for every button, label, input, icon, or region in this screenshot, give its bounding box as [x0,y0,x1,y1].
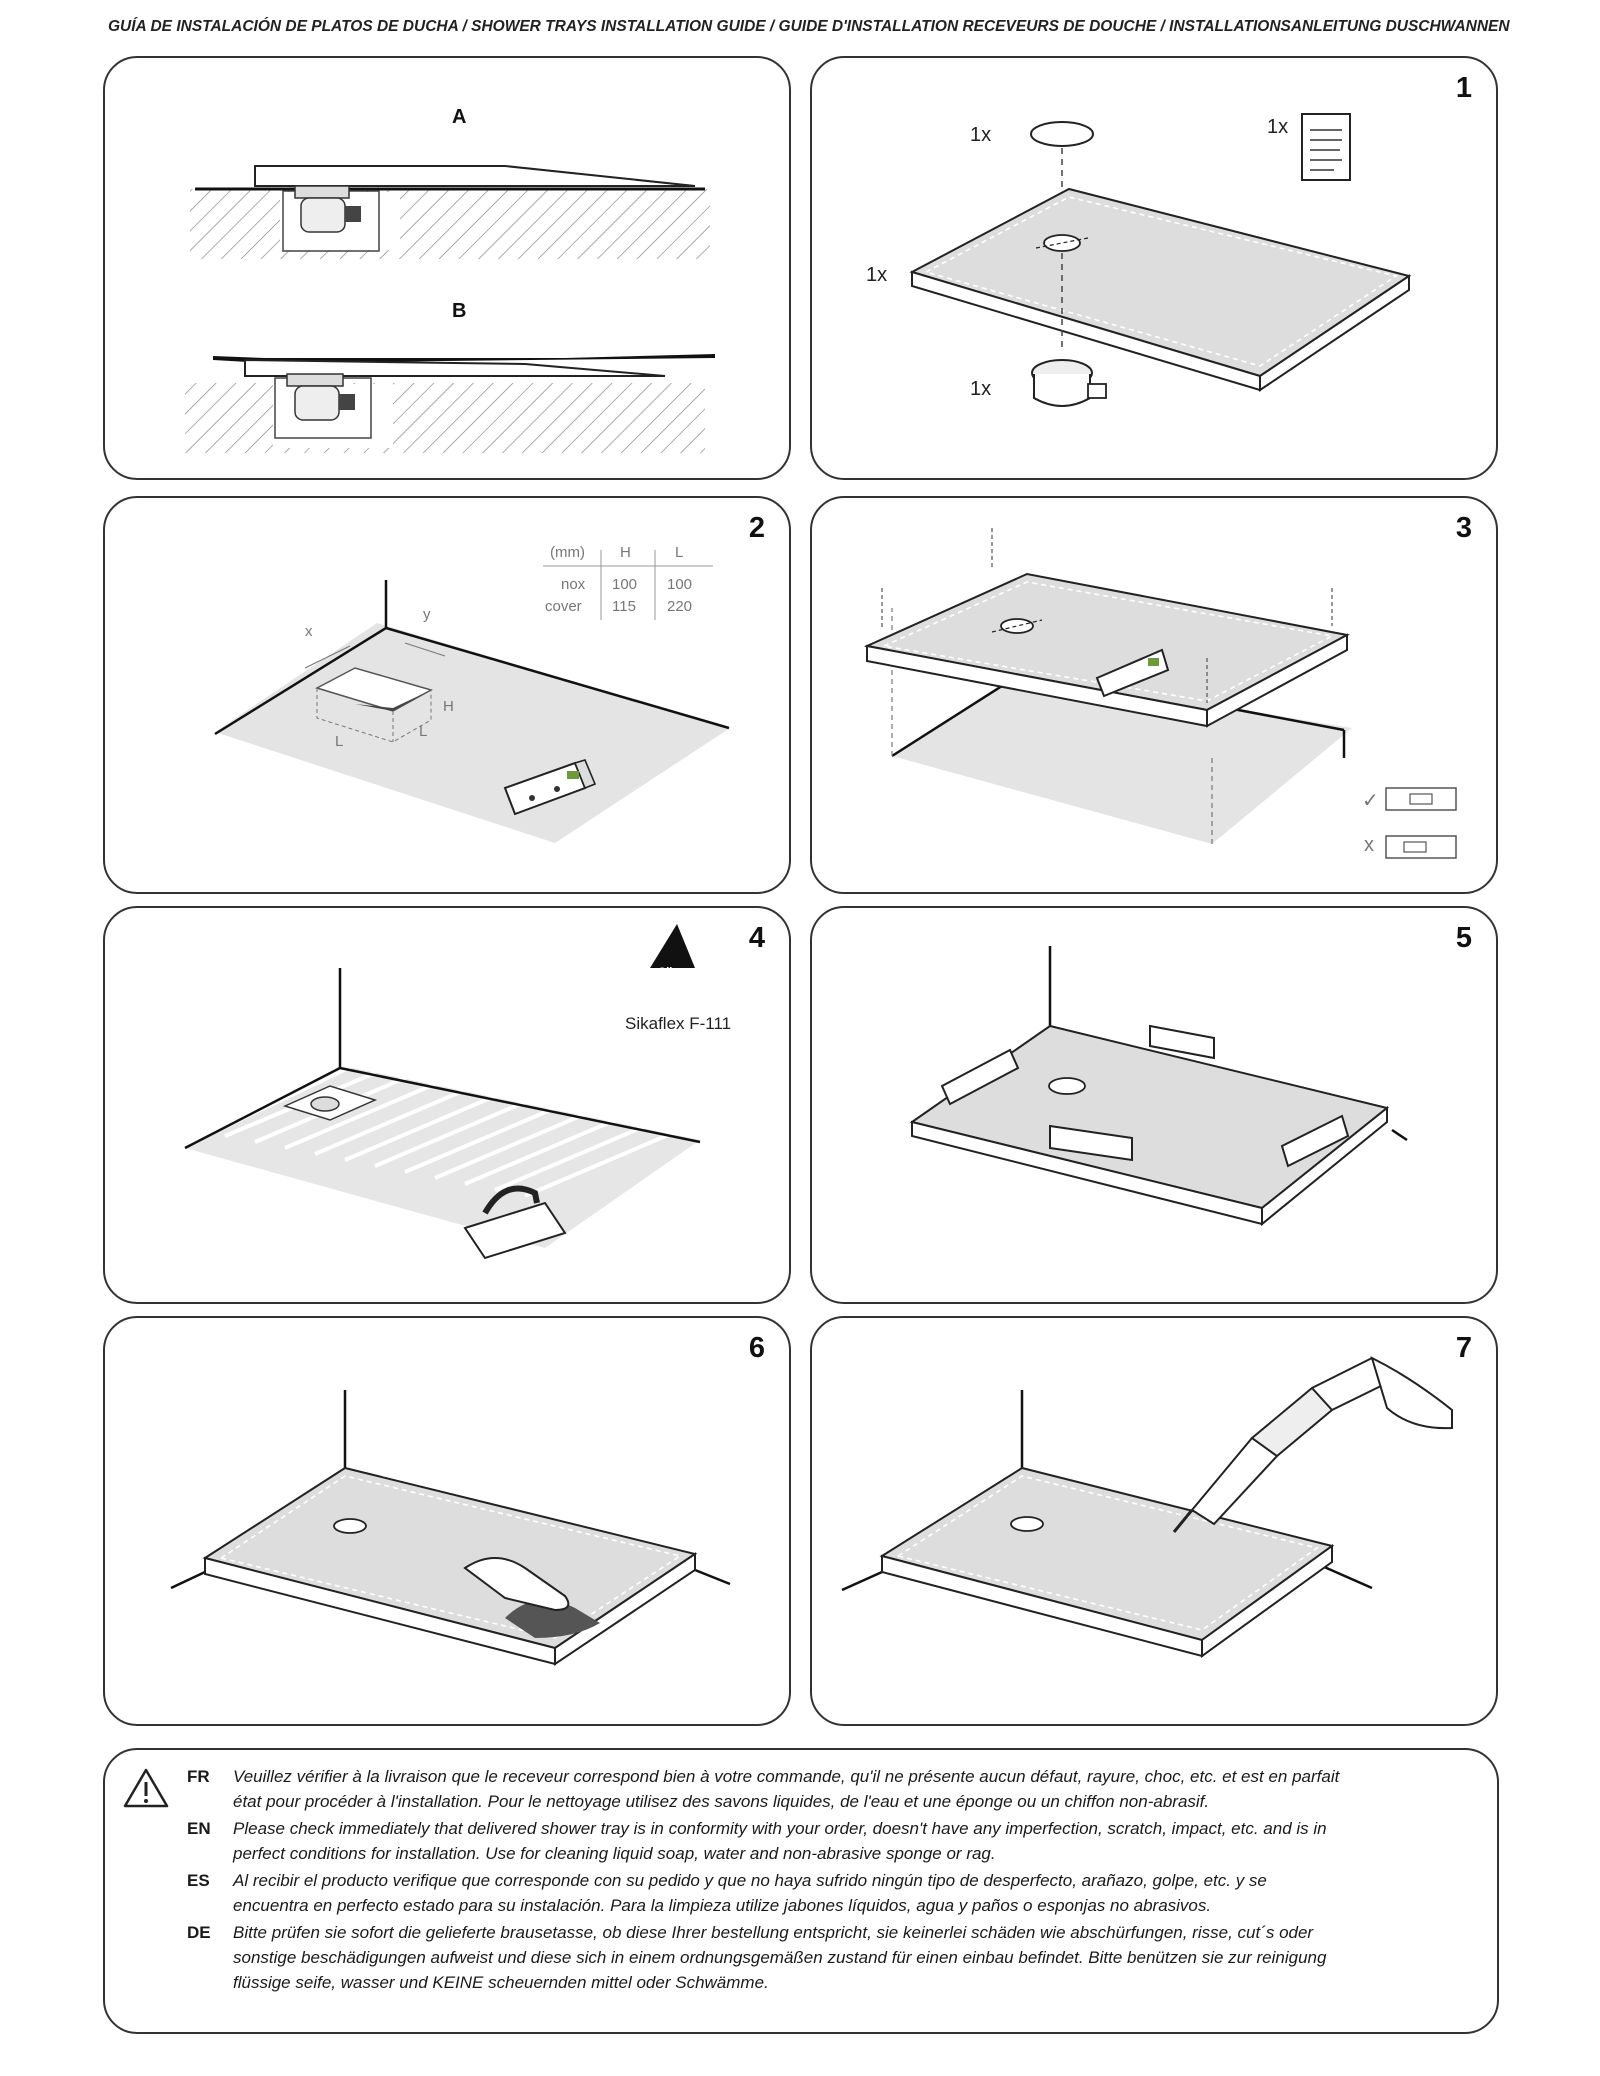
panel-drain-options [103,56,791,480]
package-contents-illustration [812,58,1498,480]
step-number: 1 [1455,72,1472,104]
step-number: 7 [1455,1332,1472,1364]
note-de [105,1920,1501,1998]
product-name: Sikaflex F-111 [625,1014,732,1033]
note-fr-line1: Veuillez vérifier à la livraison que le receveur correspond bien à votre commande, qu'il ne présente aucun défaut, rayure, choc, etc. et est en parfait [233,1767,1340,1786]
panel-step-2 [103,496,791,894]
levelling-illustration [812,498,1498,894]
table-row2-h: 115 [612,598,636,615]
label-b: B [452,300,467,322]
panel-step-1 [810,56,1498,480]
note-de-line1: Bitte prüfen sie sofort die gelieferte brausetasse, ob diese Ihrer bestellung entspricht, sie keinerlei schäden wie abschürfungen, risse, cut´s oder [233,1923,1314,1942]
note-fr-text [233,1764,1473,1814]
adhesive-application-illustration [105,908,791,1304]
note-es-text [233,1868,1473,1918]
sika-logo: Sika [658,966,681,978]
dim-h: H [443,698,454,715]
dim-y: y [423,606,431,623]
label-a: A [452,106,467,128]
step-number: 2 [748,512,765,544]
note-fr-line2: état pour procéder à l'installation. Pour le nettoyage utilisez des savons liquides, de l'eau et une éponge ou un chiffon non-abrasif. [233,1792,1210,1811]
note-en-line2: perfect conditions for installation. Use for cleaning liquid soap, water and non-abrasive sponge or rag. [233,1844,996,1863]
care-instructions-box [103,1748,1499,2034]
dim-l2: L [419,723,428,740]
table-col-h: H [620,544,631,561]
note-en [105,1816,1501,1868]
panel-step-5 [810,906,1498,1304]
level-ok-mark: ✓ [1362,790,1379,812]
note-fr [105,1764,1501,1816]
qty-drain: 1x [970,378,992,400]
note-es [105,1868,1501,1920]
panel-step-7 [810,1316,1498,1726]
table-unit: (mm) [550,544,585,561]
note-en-line1: Please check immediately that delivered shower tray is in conformity with your order, doesn't have any imperfection, scratch, impact, etc. and is in [233,1819,1327,1838]
table-row2-name: cover [545,598,582,615]
note-de-line3: flüssige seife, wasser und KEINE scheuernden mittel oder Schwämme. [233,1973,769,1992]
panel-step-3 [810,496,1498,894]
tray-placement-illustration [812,908,1498,1304]
drain-sections-illustration [105,58,791,480]
table-row2-l: 220 [667,598,693,615]
table-row1-h: 100 [612,576,638,593]
sealing-illustration [812,1318,1498,1726]
note-en-text [233,1816,1473,1866]
floor-preparation-illustration [105,498,791,894]
page-header-title: GUÍA DE INSTALACIÓN DE PLATOS DE DUCHA / SHOWER TRAYS INSTALLATION GUIDE / GUIDE D'INSTALLATION RECEVEURS DE DOUCHE / INSTALLATIONSANLEITUNG DUSCHWANNEN [108,18,1510,35]
note-es-line1: Al recibir el producto verifique que corresponde con su pedido y que no haya sufrido ningún tipo de desperfecto, arañazo, golpe, etc. y se [233,1871,1267,1890]
dim-x: x [305,623,313,640]
qty-drain-cover: 1x [970,124,992,146]
qty-instructions: 1x [1267,116,1289,138]
lang-code-en: EN [187,1819,211,1838]
step-number: 3 [1455,512,1472,544]
note-es-line2: encuentra en perfecto estado para su instalación. Para la limpieza utilize jabones líquidos, agua y paños o esponjas no abrasivos. [233,1896,1212,1915]
step-number: 5 [1455,922,1472,954]
dim-l1: L [335,733,344,750]
step-number: 4 [748,922,765,954]
cleaning-illustration [105,1318,791,1726]
table-col-l: L [675,544,684,561]
note-de-text [233,1920,1473,1995]
lang-code-de: DE [187,1923,211,1942]
note-de-line2: sonstige beschädigungen aufweist und diese sich in einem ordnungsgemäßen zustand für einen einbau befindet. Bitte benützen sie zur reinigung [233,1948,1327,1967]
qty-shower-tray: 1x [866,264,888,286]
table-row1-name: nox [561,576,586,593]
panel-step-6 [103,1316,791,1726]
table-row1-l: 100 [667,576,693,593]
step-number: 6 [748,1332,765,1364]
level-bad-mark: x [1364,834,1374,856]
lang-code-es: ES [187,1871,210,1890]
lang-code-fr: FR [187,1767,210,1786]
panel-step-4 [103,906,791,1304]
